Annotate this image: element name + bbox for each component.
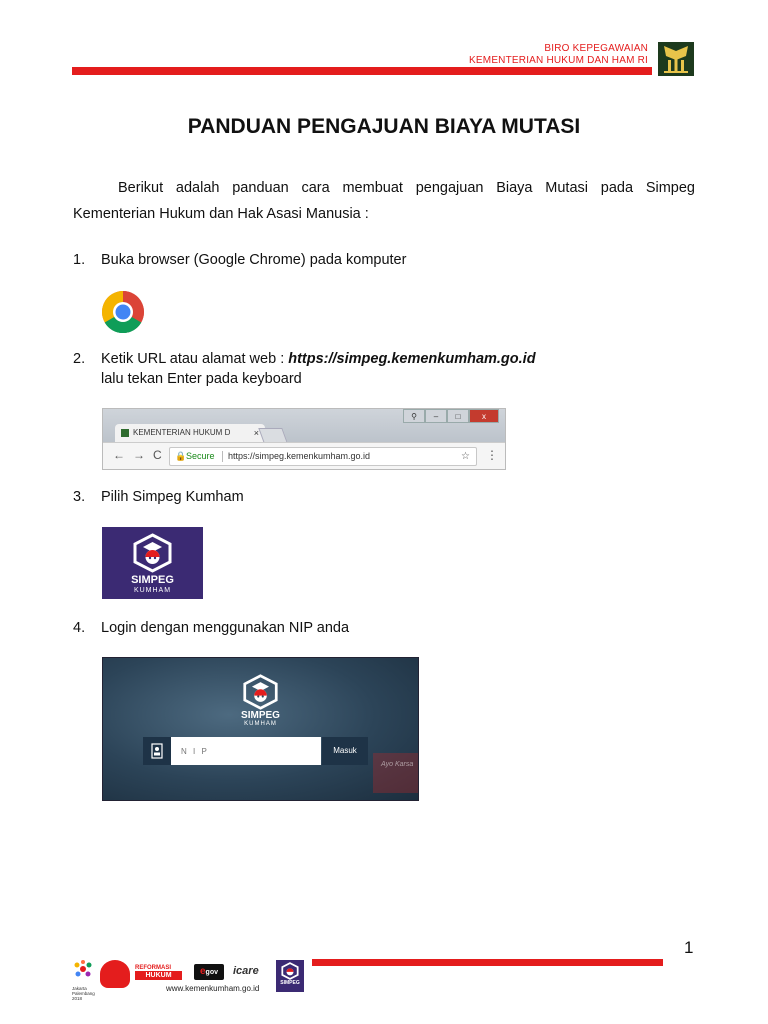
user-icon[interactable]: ⚲ (403, 409, 425, 423)
org-name-line1: BIRO KEPEGAWAIAN (544, 43, 648, 54)
document-title: PANDUAN PENGAJUAN BIAYA MUTASI (187, 115, 581, 138)
window-controls (403, 409, 499, 423)
simpeg-url: https://simpeg.kemenkumham.go.id (288, 351, 536, 367)
org-name-line2: KEMENTERIAN HUKUM DAN HAM RI (469, 55, 648, 66)
chrome-icon (101, 290, 145, 334)
step-number: 4. (73, 620, 86, 636)
back-arrow-icon[interactable]: ← (113, 448, 125, 462)
reload-icon[interactable]: C (153, 448, 162, 462)
browser-screenshot (102, 408, 506, 470)
nip-input[interactable] (171, 737, 321, 765)
step-text: Login dengan menggunakan NIP anda (101, 620, 350, 636)
lock-icon: 🔒 (175, 451, 187, 461)
asian-games-icon (72, 958, 94, 984)
intro-paragraph: Berikut adalah panduan cara membuat pengajuan Biaya Mutasi pada Simpeg Kementerian Hukum dan Hak Asasi Manusia : (73, 180, 695, 222)
banner-background (373, 753, 419, 793)
step-number: 1. (73, 252, 86, 268)
login-logo-subtitle: KUMHAM (244, 721, 277, 727)
masuk-button[interactable]: Masuk (322, 737, 368, 765)
login-logo-title: SIMPEG (241, 710, 280, 721)
maximize-button[interactable]: □ (447, 409, 469, 423)
browser-toolbar (103, 442, 505, 470)
close-window-button[interactable]: x (469, 409, 499, 423)
step-2-line2: lalu tekan Enter pada keyboard (101, 371, 302, 387)
banner-text: Ayo Karsa (381, 761, 414, 768)
favicon-icon (121, 429, 129, 437)
simpeg-logo-icon (242, 674, 279, 710)
step-text: Pilih Simpeg Kumham (101, 489, 244, 505)
browser-menu-icon[interactable]: ⋮ (486, 448, 498, 462)
simpeg-kumham-tile[interactable] (102, 527, 203, 599)
footer-divider-bar (312, 959, 663, 966)
simpeg-logo-icon (132, 533, 173, 573)
step-2 (73, 351, 536, 367)
step-text: Ketik URL atau alamat web : (101, 351, 285, 367)
reformasi-hukum-logo (135, 965, 182, 981)
minimize-button[interactable]: – (425, 409, 447, 423)
header-divider-bar (72, 67, 652, 75)
step-number: 3. (73, 489, 86, 505)
step-3 (73, 489, 244, 505)
tab-title: KEMENTERIAN HUKUM D (133, 428, 231, 437)
reformasi-text: REFORMASI (135, 965, 171, 971)
ministry-logo-icon (658, 42, 694, 76)
egov-text: gov (205, 969, 218, 976)
step-1 (73, 252, 406, 268)
simpeg-logo-icon (281, 962, 299, 980)
page-number: 1 (684, 938, 694, 957)
simpeg-footer-logo (276, 960, 304, 992)
simpeg-footer-text: SIMPEG (280, 980, 300, 986)
hukum-text: HUKUM (135, 971, 182, 980)
browser-tab[interactable] (115, 424, 265, 442)
asian-games-text: Jakarta Palembang 2018 (72, 986, 95, 1001)
bookmark-star-icon[interactable]: ☆ (461, 451, 470, 462)
simpeg-subtitle: KUMHAM (133, 587, 172, 594)
tab-close-icon[interactable]: × (253, 428, 259, 438)
step-number: 2. (73, 351, 86, 367)
footer-website[interactable]: www.kemenkumham.go.id (166, 984, 260, 993)
bersih-logo-icon (100, 960, 130, 988)
omnibox-separator (222, 451, 223, 462)
address-bar[interactable] (169, 447, 477, 466)
step-4 (73, 620, 349, 636)
address-text: https://simpeg.kemenkumham.go.id (228, 451, 371, 461)
login-screenshot (102, 657, 419, 801)
forward-arrow-icon[interactable]: → (133, 448, 145, 462)
asian-games-logo (72, 958, 95, 1001)
id-card-icon (143, 737, 171, 765)
browser-tabstrip (103, 409, 505, 442)
new-tab-button[interactable] (258, 428, 287, 443)
simpeg-title: SIMPEG (131, 574, 174, 586)
egov-logo: egov (194, 964, 224, 980)
icare-logo: icare (233, 965, 259, 977)
step-text: Buka browser (Google Chrome) pada komputer (101, 252, 407, 268)
secure-label: Secure (186, 451, 215, 461)
